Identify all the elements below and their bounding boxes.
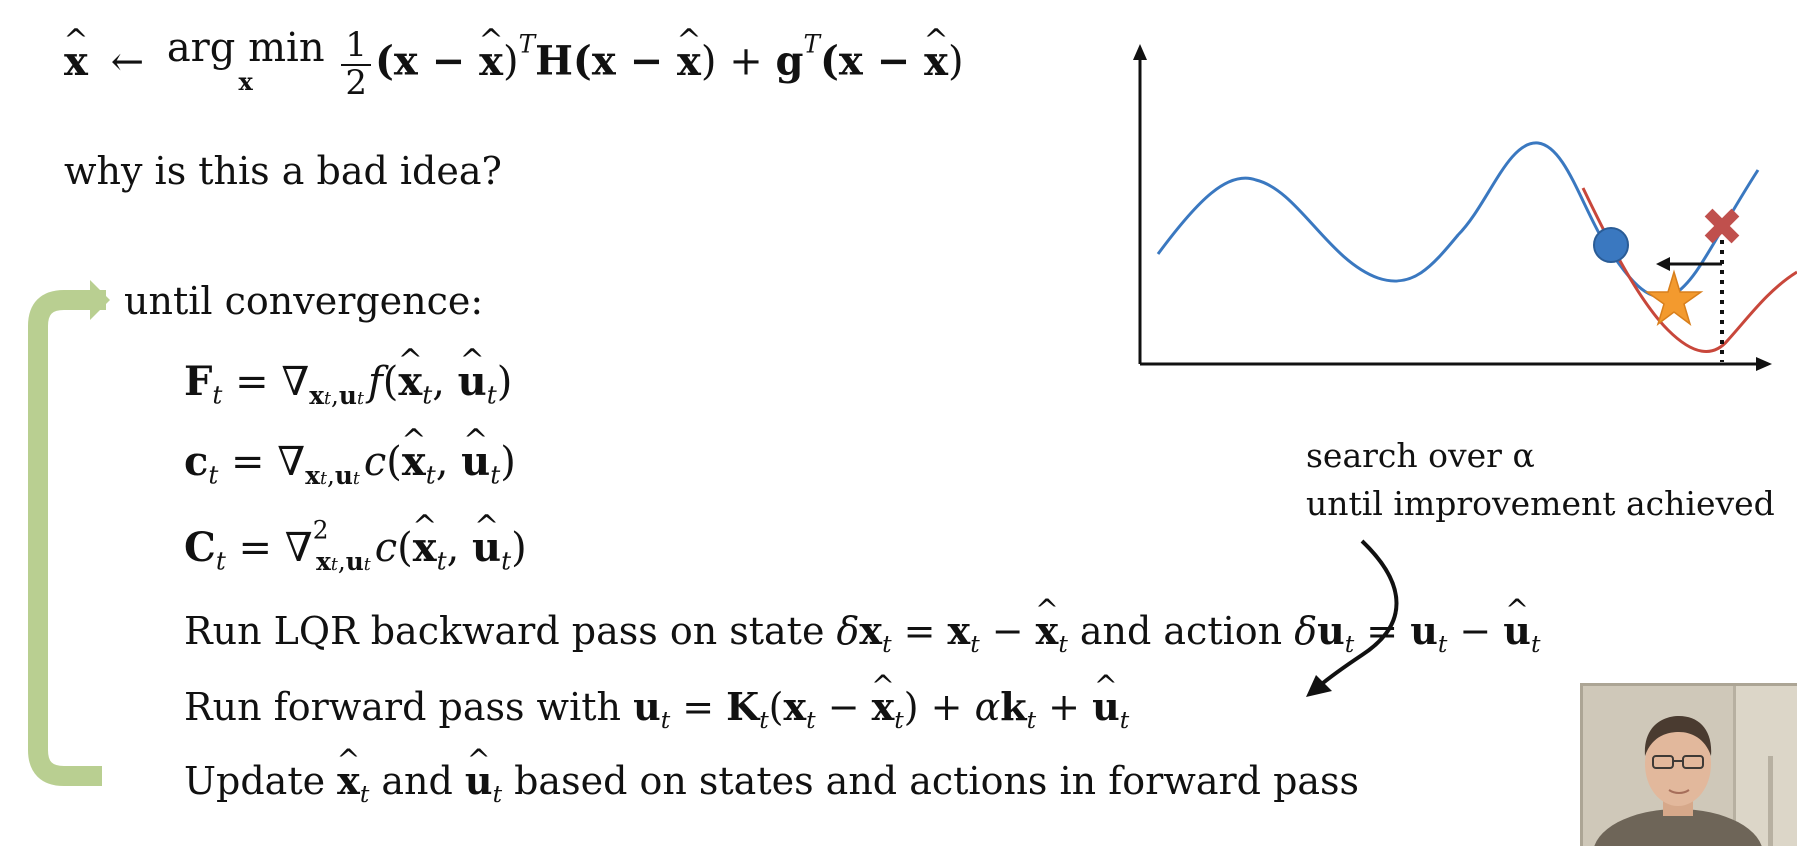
curve-red-quadratic [1583, 188, 1797, 351]
annotation-line-1: search over α [1306, 436, 1535, 475]
header-equation: ^ x ← arg min x $\frac{1}{2}$ (x − ^ x)$^T$H(x − ^ $x) + g^T(x$ − ^ x) [64, 28, 964, 101]
cost-landscape-plot [1128, 40, 1797, 380]
x-axis-arrowhead [1756, 357, 1772, 371]
webcam-thumbnail [1580, 683, 1797, 846]
annotation-curved-arrow [1290, 535, 1430, 705]
step-forward-text: Run forward pass with $u_t = K_t(x_t$ − ^ $x_t) + \alpha k_t$ + ^ $u_t$ [184, 688, 1129, 726]
curve-blue [1158, 143, 1758, 297]
step-update-text: Update ^ $x_t$ and ^ $u_t$ based on states and actions in forward pass [184, 762, 1359, 800]
cross-icon [1695, 199, 1749, 253]
step-arrow-head [1656, 257, 1670, 271]
step-lqr-text: Run LQR backward pass on state $\delta x_t = x_t$ − ^ $x_t$ and action $\delta u_t = u_t$ − ^ $u_t$ [184, 612, 1540, 650]
loop-arrow [20, 278, 110, 798]
step-c-equation: $c_t = \nabla_{xt,ut}$ c(^ $x_t$, ^ $u_t$) [184, 442, 516, 482]
circle-marker [1594, 228, 1628, 262]
y-axis-arrowhead [1133, 44, 1147, 60]
fraction-one-half: $\frac{1}{2}$ [341, 28, 371, 101]
step-F-equation: $F_t = \nabla_{xt,ut}$ f(^ $x_t$, ^ $u_t$) [184, 362, 512, 402]
argmin-operator: arg min x [166, 25, 325, 96]
step-C-equation: $C_t = \nabla^2_{xt,ut}$ c(^ $x_t$, ^ $u_t$) [184, 528, 527, 568]
annotation-text [1306, 432, 1775, 528]
presenter-image [1583, 686, 1797, 846]
annotation-line-2: until improvement achieved [1306, 484, 1775, 523]
loop-label: until convergence: [124, 279, 484, 323]
question-text: why is this a bad idea? [64, 149, 502, 193]
